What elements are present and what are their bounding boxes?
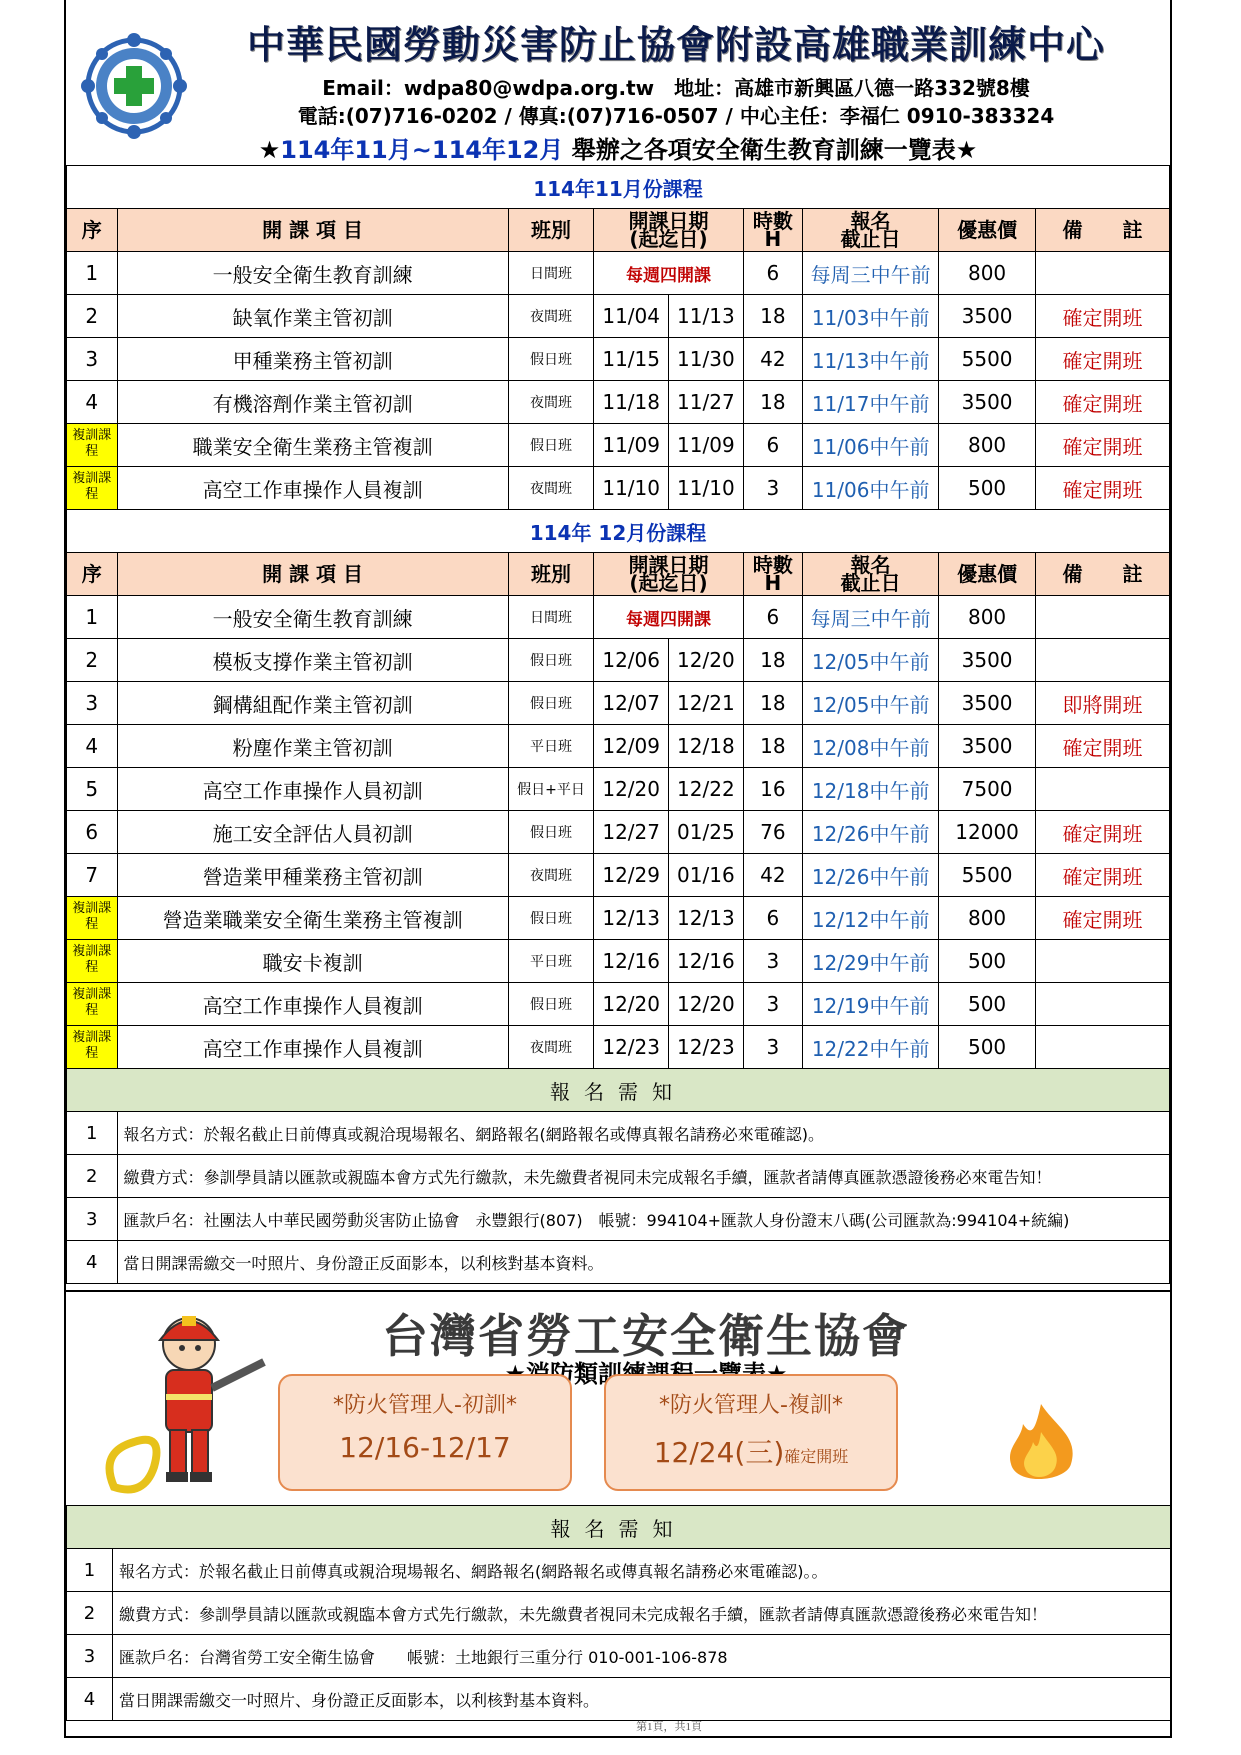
course-name: 高空工作車操作人員複訓 bbox=[117, 983, 508, 1026]
course-remark: 確定開班 bbox=[1035, 854, 1169, 897]
course-row bbox=[67, 983, 1170, 1026]
flame-icon bbox=[1001, 1402, 1081, 1487]
class-type: 夜間班 bbox=[508, 854, 594, 897]
end-date: 12/18 bbox=[669, 725, 744, 768]
row-number: 6 bbox=[67, 811, 118, 854]
registration-deadline: 12/19中午前 bbox=[803, 983, 939, 1026]
end-date: 12/20 bbox=[669, 983, 744, 1026]
fire-refresher-course-status: 確定開班 bbox=[784, 1447, 849, 1466]
course-price: 500 bbox=[939, 467, 1036, 510]
header-deadline bbox=[803, 209, 939, 252]
course-name: 營造業甲種業務主管初訓 bbox=[117, 854, 508, 897]
registration-deadline: 12/08中午前 bbox=[803, 725, 939, 768]
course-schedule-table bbox=[66, 165, 1170, 1284]
registration-deadline: 12/26中午前 bbox=[803, 854, 939, 897]
row-refresh-tag bbox=[67, 897, 118, 940]
course-row bbox=[67, 424, 1170, 467]
course-remark bbox=[1035, 1026, 1169, 1069]
notice-item-text: 繳費方式：參訓學員請以匯款或親臨本會方式先行繳款，未先繳費者視同未完成報名手續，匯款者請傳真匯款憑證後務必來電告知！ bbox=[117, 1155, 1169, 1198]
course-name: 營造業職業安全衛生業務主管複訓 bbox=[117, 897, 508, 940]
course-row bbox=[67, 897, 1170, 940]
header-price: 優惠價 bbox=[939, 553, 1036, 596]
registration-deadline: 12/18中午前 bbox=[803, 768, 939, 811]
course-price: 3500 bbox=[939, 295, 1036, 338]
notice-item-row bbox=[67, 1635, 1171, 1678]
start-date: 11/10 bbox=[594, 467, 669, 510]
header-date-top: 開課日期 bbox=[628, 553, 709, 577]
course-name: 高空工作車操作人員複訓 bbox=[117, 467, 508, 510]
start-date: 12/29 bbox=[594, 854, 669, 897]
course-price: 500 bbox=[939, 940, 1036, 983]
header-no: 序 bbox=[67, 553, 118, 596]
header-date-top: 開課日期 bbox=[628, 209, 709, 233]
start-date: 12/20 bbox=[594, 768, 669, 811]
registration-deadline: 每周三中午前 bbox=[803, 252, 939, 295]
row-refresh-tag bbox=[67, 424, 118, 467]
header-date-bottom: (起迄日) bbox=[629, 227, 708, 251]
course-row bbox=[67, 768, 1170, 811]
course-name: 一般安全衛生教育訓練 bbox=[117, 252, 508, 295]
header-hours bbox=[743, 209, 802, 252]
course-hours: 6 bbox=[743, 424, 802, 467]
class-type: 假日+平日 bbox=[508, 768, 594, 811]
course-hours: 3 bbox=[743, 467, 802, 510]
course-row bbox=[67, 467, 1170, 510]
header-deadline bbox=[803, 553, 939, 596]
fire-initial-course-title: *防火管理人-初訓* bbox=[333, 1393, 517, 1418]
column-header-row bbox=[67, 553, 1170, 596]
notice-item-row bbox=[67, 1241, 1170, 1284]
list-title bbox=[66, 130, 1170, 165]
course-remark bbox=[1035, 596, 1169, 639]
end-date: 12/20 bbox=[669, 639, 744, 682]
notice-item-number: 2 bbox=[67, 1592, 113, 1635]
header-course: 開 課 項 目 bbox=[117, 553, 508, 596]
december-title: 114年 12月份課程 bbox=[67, 510, 1170, 553]
course-name: 高空工作車操作人員複訓 bbox=[117, 1026, 508, 1069]
notice2-title: 報名需知 bbox=[67, 1506, 1171, 1549]
class-type: 夜間班 bbox=[508, 295, 594, 338]
end-date: 11/09 bbox=[669, 424, 744, 467]
notice-item-text: 報名方式：於報名截止日前傳真或親洽現場報名、網路報名(網路報名或傳真報名請務必來電確認)。 bbox=[117, 1112, 1169, 1155]
class-type: 假日班 bbox=[508, 897, 594, 940]
course-name: 施工安全評估人員初訓 bbox=[117, 811, 508, 854]
header-course: 開 課 項 目 bbox=[117, 209, 508, 252]
course-price: 3500 bbox=[939, 682, 1036, 725]
notice-item-row bbox=[67, 1198, 1170, 1241]
course-hours: 18 bbox=[743, 381, 802, 424]
row-number: 2 bbox=[67, 295, 118, 338]
row-refresh-tag bbox=[67, 983, 118, 1026]
course-price: 3500 bbox=[939, 639, 1036, 682]
course-price: 5500 bbox=[939, 854, 1036, 897]
course-row bbox=[67, 682, 1170, 725]
course-row bbox=[67, 381, 1170, 424]
fire-course-section bbox=[66, 1290, 1170, 1507]
end-date: 12/23 bbox=[669, 1026, 744, 1069]
header-class: 班別 bbox=[508, 209, 594, 252]
row-refresh-tag bbox=[67, 940, 118, 983]
notice-item-text: 繳費方式：參訓學員請以匯款或親臨本會方式先行繳款，未先繳費者視同未完成報名手續，匯款者請傳真匯款憑證後務必來電告知！ bbox=[113, 1592, 1171, 1635]
association-logo-icon bbox=[78, 30, 190, 142]
course-price: 800 bbox=[939, 424, 1036, 467]
notice-item-text: 匯款戶名：社團法人中華民國勞動災害防止協會 永豐銀行(807) 帳號：994104+匯款人身份證末八碼(公司匯款為:994104+統編) bbox=[117, 1198, 1169, 1241]
start-date: 11/09 bbox=[594, 424, 669, 467]
registration-deadline: 11/06中午前 bbox=[803, 424, 939, 467]
notice-item-row bbox=[67, 1678, 1171, 1721]
notice-item-row bbox=[67, 1592, 1171, 1635]
notice-item-row bbox=[67, 1155, 1170, 1198]
course-price: 800 bbox=[939, 252, 1036, 295]
header-deadline-bottom: 截止日 bbox=[840, 227, 901, 251]
registration-deadline: 每周三中午前 bbox=[803, 596, 939, 639]
class-type: 假日班 bbox=[508, 639, 594, 682]
course-hours: 42 bbox=[743, 854, 802, 897]
row-number: 1 bbox=[67, 252, 118, 295]
header-date-bottom: (起迄日) bbox=[629, 571, 708, 595]
notice-item-row bbox=[67, 1112, 1170, 1155]
course-name: 有機溶劑作業主管初訓 bbox=[117, 381, 508, 424]
notice-item-number: 3 bbox=[67, 1198, 118, 1241]
registration-deadline: 11/13中午前 bbox=[803, 338, 939, 381]
course-row bbox=[67, 1026, 1170, 1069]
course-hours: 3 bbox=[743, 940, 802, 983]
end-date: 12/16 bbox=[669, 940, 744, 983]
course-price: 3500 bbox=[939, 725, 1036, 768]
course-row bbox=[67, 252, 1170, 295]
row-number: 2 bbox=[67, 639, 118, 682]
organization-title: 中華民國勞動災害防止協會附設高雄職業訓練中心 bbox=[246, 25, 1105, 67]
header-remark: 備 註 bbox=[1035, 209, 1169, 252]
course-price: 800 bbox=[939, 596, 1036, 639]
end-date: 11/10 bbox=[669, 467, 744, 510]
notice-item-number: 1 bbox=[67, 1549, 113, 1592]
course-name: 粉塵作業主管初訓 bbox=[117, 725, 508, 768]
fire-association-title: 台灣省勞工安全衛生協會 bbox=[382, 1311, 910, 1362]
course-remark: 確定開班 bbox=[1035, 295, 1169, 338]
course-remark: 確定開班 bbox=[1035, 381, 1169, 424]
registration-deadline: 12/29中午前 bbox=[803, 940, 939, 983]
page-header bbox=[66, 0, 1170, 165]
header-hours-bottom: H bbox=[764, 227, 782, 251]
fire-initial-course-date: 12/16-12/17 bbox=[339, 1431, 511, 1464]
header-hours-bottom: H bbox=[764, 571, 782, 595]
course-remark: 確定開班 bbox=[1035, 811, 1169, 854]
header-hours bbox=[743, 553, 802, 596]
refresh-course-badge: 複訓課程 bbox=[67, 940, 117, 982]
header-date bbox=[594, 553, 743, 596]
start-date: 12/07 bbox=[594, 682, 669, 725]
course-remark bbox=[1035, 983, 1169, 1026]
course-hours: 16 bbox=[743, 768, 802, 811]
refresh-course-badge: 複訓課程 bbox=[67, 983, 117, 1025]
course-row bbox=[67, 639, 1170, 682]
course-remark: 確定開班 bbox=[1035, 467, 1169, 510]
start-date: 12/27 bbox=[594, 811, 669, 854]
class-type: 日間班 bbox=[508, 252, 594, 295]
course-name: 職業安全衛生業務主管複訓 bbox=[117, 424, 508, 467]
row-number: 4 bbox=[67, 725, 118, 768]
refresh-course-badge: 複訓課程 bbox=[67, 897, 117, 939]
start-date: 11/04 bbox=[594, 295, 669, 338]
month-title-row bbox=[67, 166, 1170, 209]
column-header-row bbox=[67, 209, 1170, 252]
notice-item-text: 報名方式：於報名截止日前傳真或親洽現場報名、網路報名(網路報名或傳真報名請務必來電確認)。。 bbox=[113, 1549, 1171, 1592]
schedule-sheet bbox=[64, 0, 1172, 1738]
end-date: 11/27 bbox=[669, 381, 744, 424]
course-name: 職安卡複訓 bbox=[117, 940, 508, 983]
notice-item-text: 匯款戶名：台灣省勞工安全衛生協會 帳號：土地銀行三重分行 010-001-106-878 bbox=[113, 1635, 1171, 1678]
page-counter: 第1頁，共1頁 bbox=[636, 1721, 702, 1733]
list-title-range: 114年11月~114年12月 bbox=[280, 136, 564, 164]
fire-refresher-course-date-line bbox=[606, 1431, 896, 1471]
registration-deadline: 11/06中午前 bbox=[803, 467, 939, 510]
course-name: 鋼構組配作業主管初訓 bbox=[117, 682, 508, 725]
end-date: 01/16 bbox=[669, 854, 744, 897]
class-type: 假日班 bbox=[508, 983, 594, 1026]
end-date: 12/21 bbox=[669, 682, 744, 725]
course-name: 模板支撐作業主管初訓 bbox=[117, 639, 508, 682]
course-row bbox=[67, 338, 1170, 381]
fire-refresher-course-title: *防火管理人-複訓* bbox=[659, 1393, 843, 1418]
class-type: 平日班 bbox=[508, 725, 594, 768]
notice-item-number: 4 bbox=[67, 1241, 118, 1284]
contact-phone-fax: 電話:(07)716-0202 / 傳真:(07)716-0507 / 中心主任：李福仁 0910-383324 bbox=[297, 104, 1055, 128]
course-remark: 確定開班 bbox=[1035, 897, 1169, 940]
start-date: 12/06 bbox=[594, 639, 669, 682]
notice-item-number: 4 bbox=[67, 1678, 113, 1721]
list-title-text: 舉辦之各項安全衛生教育訓練一覽表★ bbox=[563, 136, 978, 164]
course-remark: 確定開班 bbox=[1035, 424, 1169, 467]
course-name: 一般安全衛生教育訓練 bbox=[117, 596, 508, 639]
registration-deadline: 11/03中午前 bbox=[803, 295, 939, 338]
course-row bbox=[67, 811, 1170, 854]
row-refresh-tag bbox=[67, 1026, 118, 1069]
course-hours: 3 bbox=[743, 1026, 802, 1069]
notice-item-text: 當日開課需繳交一吋照片、身份證正反面影本，以利核對基本資料。 bbox=[117, 1241, 1169, 1284]
registration-deadline: 12/22中午前 bbox=[803, 1026, 939, 1069]
course-row bbox=[67, 596, 1170, 639]
course-hours: 6 bbox=[743, 897, 802, 940]
start-date: 12/16 bbox=[594, 940, 669, 983]
course-price: 5500 bbox=[939, 338, 1036, 381]
fire-refresher-course-date: 12/24(三) bbox=[653, 1436, 785, 1469]
registration-deadline: 12/05中午前 bbox=[803, 682, 939, 725]
start-date: 11/18 bbox=[594, 381, 669, 424]
course-price: 7500 bbox=[939, 768, 1036, 811]
course-price: 12000 bbox=[939, 811, 1036, 854]
row-number: 5 bbox=[67, 768, 118, 811]
course-remark bbox=[1035, 252, 1169, 295]
row-number: 1 bbox=[67, 596, 118, 639]
course-hours: 76 bbox=[743, 811, 802, 854]
header-hours-top: 時數 bbox=[752, 553, 793, 577]
notice-item-number: 2 bbox=[67, 1155, 118, 1198]
header-deadline-top: 報名 bbox=[850, 553, 891, 577]
course-hours: 6 bbox=[743, 596, 802, 639]
class-type: 假日班 bbox=[508, 811, 594, 854]
header-class: 班別 bbox=[508, 553, 594, 596]
course-date: 每週四開課 bbox=[594, 596, 743, 639]
class-type: 夜間班 bbox=[508, 381, 594, 424]
course-hours: 3 bbox=[743, 983, 802, 1026]
fire-notice-table bbox=[66, 1505, 1171, 1721]
header-deadline-top: 報名 bbox=[850, 209, 891, 233]
course-hours: 42 bbox=[743, 338, 802, 381]
header-price: 優惠價 bbox=[939, 209, 1036, 252]
start-date: 11/15 bbox=[594, 338, 669, 381]
course-name: 高空工作車操作人員初訓 bbox=[117, 768, 508, 811]
end-date: 12/22 bbox=[669, 768, 744, 811]
header-date bbox=[594, 209, 743, 252]
fire-refresher-course-box bbox=[604, 1374, 898, 1491]
course-hours: 18 bbox=[743, 295, 802, 338]
course-date: 每週四開課 bbox=[594, 252, 743, 295]
course-remark bbox=[1035, 639, 1169, 682]
course-price: 500 bbox=[939, 1026, 1036, 1069]
course-remark: 確定開班 bbox=[1035, 338, 1169, 381]
end-date: 11/30 bbox=[669, 338, 744, 381]
row-number: 7 bbox=[67, 854, 118, 897]
refresh-course-badge: 複訓課程 bbox=[67, 424, 117, 466]
course-hours: 6 bbox=[743, 252, 802, 295]
row-number: 3 bbox=[67, 682, 118, 725]
course-hours: 18 bbox=[743, 682, 802, 725]
header-deadline-bottom: 截止日 bbox=[840, 571, 901, 595]
course-remark: 確定開班 bbox=[1035, 725, 1169, 768]
class-type: 夜間班 bbox=[508, 467, 594, 510]
end-date: 12/13 bbox=[669, 897, 744, 940]
course-row bbox=[67, 295, 1170, 338]
month-title-row bbox=[67, 510, 1170, 553]
row-number: 4 bbox=[67, 381, 118, 424]
firefighter-mascot-icon bbox=[94, 1302, 284, 1502]
class-type: 假日班 bbox=[508, 682, 594, 725]
course-hours: 18 bbox=[743, 639, 802, 682]
notice-item-number: 3 bbox=[67, 1635, 113, 1678]
class-type: 日間班 bbox=[508, 596, 594, 639]
notice-item-row bbox=[67, 1549, 1171, 1592]
course-remark bbox=[1035, 940, 1169, 983]
contact-email-address: Email：wdpa80@wdpa.org.tw 地址：高雄市新興區八德一路332號8樓 bbox=[322, 76, 1030, 100]
registration-deadline: 12/05中午前 bbox=[803, 639, 939, 682]
end-date: 11/13 bbox=[669, 295, 744, 338]
course-row bbox=[67, 940, 1170, 983]
class-type: 夜間班 bbox=[508, 1026, 594, 1069]
start-date: 12/09 bbox=[594, 725, 669, 768]
start-date: 12/13 bbox=[594, 897, 669, 940]
notice1-title: 報名需知 bbox=[67, 1069, 1170, 1112]
course-row bbox=[67, 725, 1170, 768]
course-price: 500 bbox=[939, 983, 1036, 1026]
header-hours-top: 時數 bbox=[752, 209, 793, 233]
notice-title-row bbox=[67, 1069, 1170, 1112]
end-date: 01/25 bbox=[669, 811, 744, 854]
header-no: 序 bbox=[67, 209, 118, 252]
class-type: 假日班 bbox=[508, 338, 594, 381]
notice-item-text: 當日開課需繳交一吋照片、身份證正反面影本，以利核對基本資料。 bbox=[113, 1678, 1171, 1721]
list-title-star: ★ bbox=[258, 136, 281, 164]
course-row bbox=[67, 854, 1170, 897]
notice-item-number: 1 bbox=[67, 1112, 118, 1155]
course-remark bbox=[1035, 768, 1169, 811]
course-hours: 18 bbox=[743, 725, 802, 768]
row-refresh-tag bbox=[67, 467, 118, 510]
notice-title-row bbox=[67, 1506, 1171, 1549]
start-date: 12/23 bbox=[594, 1026, 669, 1069]
november-title: 114年11月份課程 bbox=[67, 166, 1170, 209]
refresh-course-badge: 複訓課程 bbox=[67, 1026, 117, 1068]
course-name: 甲種業務主管初訓 bbox=[117, 338, 508, 381]
start-date: 12/20 bbox=[594, 983, 669, 1026]
course-price: 3500 bbox=[939, 381, 1036, 424]
class-type: 假日班 bbox=[508, 424, 594, 467]
course-name: 缺氧作業主管初訓 bbox=[117, 295, 508, 338]
course-price: 800 bbox=[939, 897, 1036, 940]
registration-deadline: 12/12中午前 bbox=[803, 897, 939, 940]
fire-initial-course-box bbox=[278, 1374, 572, 1491]
registration-deadline: 12/26中午前 bbox=[803, 811, 939, 854]
class-type: 平日班 bbox=[508, 940, 594, 983]
row-number: 3 bbox=[67, 338, 118, 381]
registration-deadline: 11/17中午前 bbox=[803, 381, 939, 424]
course-remark: 即將開班 bbox=[1035, 682, 1169, 725]
refresh-course-badge: 複訓課程 bbox=[67, 467, 117, 509]
header-remark: 備 註 bbox=[1035, 553, 1169, 596]
